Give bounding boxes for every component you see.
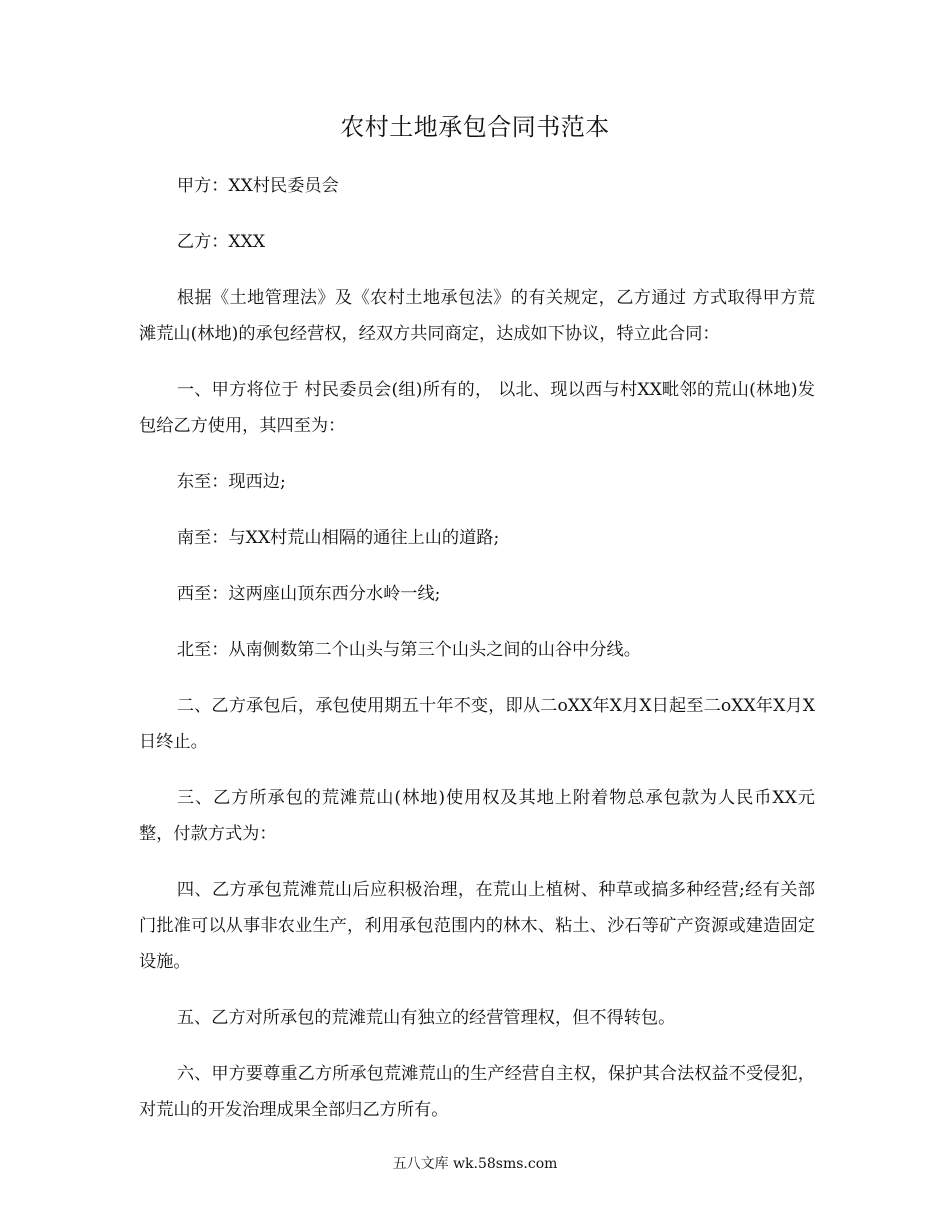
clause-5-paragraph: 五、乙方对所承包的荒滩荒山有独立的经营管理权，但不得转包。	[176, 1008, 676, 1028]
clause-1-paragraph: 一、甲方将位于 村民委员会(组)所有的， 以北、现以西与村XX毗邻的荒山(林地)发包给乙方使用，其四至为：	[139, 380, 815, 436]
page-title: 农村土地承包合同书范本	[340, 113, 610, 141]
boundary-south: 南至：与XX村荒山相隔的通往上山的道路;	[176, 528, 500, 548]
party-a-line: 甲方：XX村民委员会	[176, 176, 339, 196]
clause-6-paragraph: 六、甲方要尊重乙方所承包荒滩荒山的生产经营自主权，保护其合法权益不受侵犯，对荒山的开发治理成果全部归乙方所有。	[139, 1064, 815, 1120]
boundary-west: 西至：这两座山顶东西分水岭一线;	[176, 584, 441, 604]
boundary-east: 东至：现西边;	[176, 472, 286, 492]
document-body	[139, 168, 815, 1148]
clause-2-paragraph: 二、乙方承包后，承包使用期五十年不变，即从二oXX年X月X日起至二oXX年X月X日终止。	[139, 696, 815, 752]
clause-3-paragraph: 三、乙方所承包的荒滩荒山(林地)使用权及其地上附着物总承包款为人民币XX元整，付款方式为：	[139, 788, 815, 844]
party-b-line: 乙方：XXX	[176, 232, 266, 252]
preamble-paragraph: 根据《土地管理法》及《农村土地承包法》的有关规定，乙方通过 方式取得甲方荒滩荒山(林地)的承包经营权，经双方共同商定，达成如下协议，特立此合同：	[139, 288, 815, 344]
footer-watermark-text: 五八文库 wk.58sms.com	[392, 1156, 558, 1172]
boundary-north: 北至：从南侧数第二个山头与第三个山头之间的山谷中分线。	[176, 640, 641, 660]
clause-4-paragraph: 四、乙方承包荒滩荒山后应积极治理，在荒山上植树、种草或搞多种经营;经有关部门批准可以从事非农业生产，利用承包范围内的林木、粘土、沙石等矿产资源或建造固定设施。	[139, 880, 815, 972]
